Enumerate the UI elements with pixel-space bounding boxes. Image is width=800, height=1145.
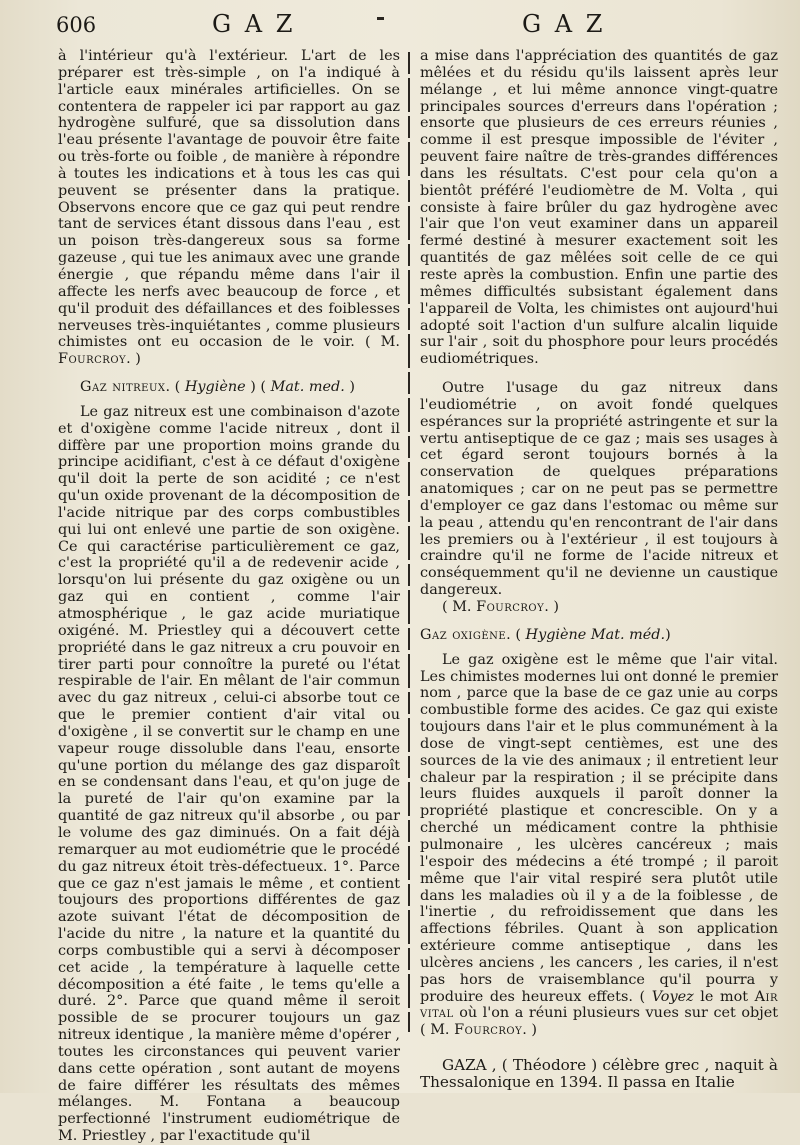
paragraph: Le gaz nitreux est une combinaison d'azote et d'oxigène comme l'acide nitreux , dont il diffère par une proportion moins grande du principe acidifiant, c'est à ce défaut d'oxigène qu'il doit la perte de son acidité ; ce n'est qu'un oxide provenant de la décomposition de l'acide nitrique par des corps combustibles qui lui ont enlevé une partie de son oxigène. Ce qui caractérise particulièrement ce gaz, c'est la propriété qu'il a de redevenir acide , lorsqu'on lui présente du gaz oxigène ou un gaz qui en contient , comme l'air atmosphérique , le gaz acide muriatique oxigéné. M. Priestley qui a découvert cette propriété dans le gaz nitreux a cru pouvoir en tirer parti pour connoître la pureté ou l'état respirable de l'air. En mêlant de l'air commun avec du gaz nitreux , celui-ci absorbe tout ce que le premier contient d'air vital ou d'oxigène , il se convertit sur le champ en une vapeur rouge dissoluble dans l'eau, ensorte qu'une portion du mélange des gaz disparoît en se condensant dans l'eau, et qu'on juge de la pureté de l'air qu'on examine par la quantité de gaz nitreux qu'il absorbe , ou par le volume des gaz diminués. On a fait déjà remarquer au mot eudiométrie que le procédé du gaz nitreux étoit très-défectueux. 1°. Parce que ce gaz n'est jamais le même , et contient toujours des proportions différentes de gaz azote suivant l'état de décomposition de l'acide du nitre , la nature et la quantité du corps combustible qui a servi à décomposer cet acide , la température à laquelle cette décomposition a été faite , le tems qu'elle a duré. 2°. Parce que quand même il seroit possible de se procurer toujours un gaz nitreux identique , la manière même d'opérer , toutes les circonstances qui peuvent varier dans cette opération , sont autant de moyens de faire différer les résultats des mêmes mélanges. M. Fontana a beaucoup perfectionné l'instrument eudiométrique de M. Priestley , par l'exactitude qu'il	[58, 403, 400, 1145]
column-rule	[408, 52, 410, 1032]
author-name: Fourcroy	[58, 351, 127, 368]
author-name: Fourcroy	[454, 1022, 523, 1039]
paragraph	[58, 48, 400, 368]
paragraph: a mise dans l'appréciation des quantités de gaz mêlées et du résidu qu'ils laissent après leur mélange , et lui même annonce vingt-quatre principales sources d'erreurs dans l'opération ; ensorte que plusieurs de ces erreurs réunies , comme il est presque impossible de l'éviter , peuvent faire naître de très-grandes différences dans les résultats. C'est pour cela qu'on a bientôt préféré l'eudiomètre de M. Volta , qui consiste à faire brûler du gaz hydrogène avec l'air que l'on veut examiner dans un appareil fermé destiné à mesurer exactement soit les quantités de gaz mêlées soit celle de ce qui reste après la combustion. Enfin une partie des mêmes difficultés subsistant également dans l'appareil de Volta, les chimistes ont aujourd'hui adopté soit l'action d'un sulfure alcalin liquide sur l'air , soit du phosphore pour leurs procédés eudiométriques.	[420, 48, 778, 368]
heading-punct: )	[665, 626, 671, 643]
heading-category: Mat. méd.	[590, 626, 666, 643]
paragraph-text: Le gaz oxigène est le même que l'air vital. Les chimistes modernes lui ont donné le premier nom , parce que la base de ce gaz unie au corps combustible forme des acides. Ce gaz qui existe toujours dans l'air et le plus communément à la dose de vingt-sept centièmes, est une des sources de la vie des animaux ; il entretient leur chaleur par la respiration ; il se précipite dans leurs fluides auxquels il paroît donner la propriété plastique et concrescible. On y a cherché un médicament contre la phthisie pulmonaire , les ulcères cancéreux ; mais l'espoir des médecins a été trompé ; il paroit même que l'air vital respiré sera plutôt utile dans les maladies où il y a de la foiblesse , de l'inertie , du refroidissement que dans les affections fébriles. Quant à son application extérieure comme antiseptique , dans les ulcères anciens , les cancers , les caries, il n'est pas hors de vraisemblance qu'il pourra y produire des heureux effets. (	[420, 651, 778, 1005]
running-head-right: G A Z	[522, 10, 606, 38]
paragraph-text: , ( Théodore ) célèbre grec , naquit à Thessalonique en 1394. Il passa en Italie	[420, 1056, 778, 1091]
paragraph-text: à l'intérieur qu'à l'extérieur. L'art de les préparer est très-simple , on l'a indiqué à l'article eaux minérales artificielles. On se contentera de rappeler ici par rapport au gaz hydrogène sulfuré, que sa dissolution dans l'eau présente l'avantage de pouvoir être faite ou très-forte ou foible , de manière à répondre à toutes les indications et à tous les cas qui peuvent se présenter dans la pratique. Observons encore que ce gaz qui peut rendre tant de services étant dissous dans l'eau , est un poison très-dangereux sous sa forme gazeuse , qui tue les animaux avec une grande énergie , que répandu même dans l'air il affecte les nerfs avec beaucoup de force , et qu'il produit des défaillances et des foiblesses nerveuses très-inquiétantes , comme plusieurs chimistes ont eu occasion de le voir. ( M.	[58, 48, 400, 351]
author-name: Fourcroy	[476, 599, 545, 615]
page-number: 606	[56, 13, 97, 37]
heading-category: Hygiène	[525, 626, 587, 643]
paragraph: Outre l'usage du gaz nitreux dans l'eudiométrie , on avoit fondé quelques espérances sur la propriété astringente et sur la vertu antiseptique de ce gaz ; mais ses usages à cet égard seront toujours bornés à la conservation de quelques préparations anatomiques ; car on ne peut pas se permettre d'employer ce gaz dans l'estomac ou même sur la peau , attendu qu'en rencontrant de l'air dans les premiers ou à l'extérieur , il est toujours à craindre qu'il ne forme de l'acide nitreux et conséquemment qu'il ne devienne un caustique dangereux.	[420, 380, 778, 599]
heading-category: Mat. med.	[270, 379, 345, 396]
left-column	[58, 48, 400, 1145]
heading-punct: . (	[165, 379, 185, 396]
cross-ref-voyez: Voyez	[651, 988, 694, 1005]
entry-heading	[80, 379, 400, 396]
paragraph-text: où l'on a réuni plusieurs vues sur cet objet ( M.	[420, 1005, 778, 1039]
paragraph	[420, 652, 778, 1039]
header-ornament	[377, 17, 384, 20]
entry-heading	[420, 627, 778, 644]
signature-pre: ( M.	[442, 599, 472, 615]
heading-punct: )	[344, 379, 355, 396]
entry-title: Gaz oxigène	[420, 626, 507, 643]
heading-punct: . (	[506, 626, 526, 643]
closing: . )	[544, 599, 559, 615]
right-column	[420, 48, 779, 1091]
paragraph	[420, 1057, 778, 1091]
running-head-left: G A Z	[212, 10, 296, 38]
cross-ref-term: Air vital	[420, 988, 779, 1022]
entry-title: GAZA	[442, 1056, 487, 1075]
paragraph-text: le mot	[693, 988, 755, 1005]
signature	[442, 599, 778, 616]
closing: . )	[126, 351, 141, 368]
entry-title: Gaz nitreux	[80, 379, 166, 396]
heading-category: Hygiène	[184, 379, 246, 396]
closing: . )	[522, 1022, 537, 1039]
heading-punct: ) (	[245, 379, 271, 396]
